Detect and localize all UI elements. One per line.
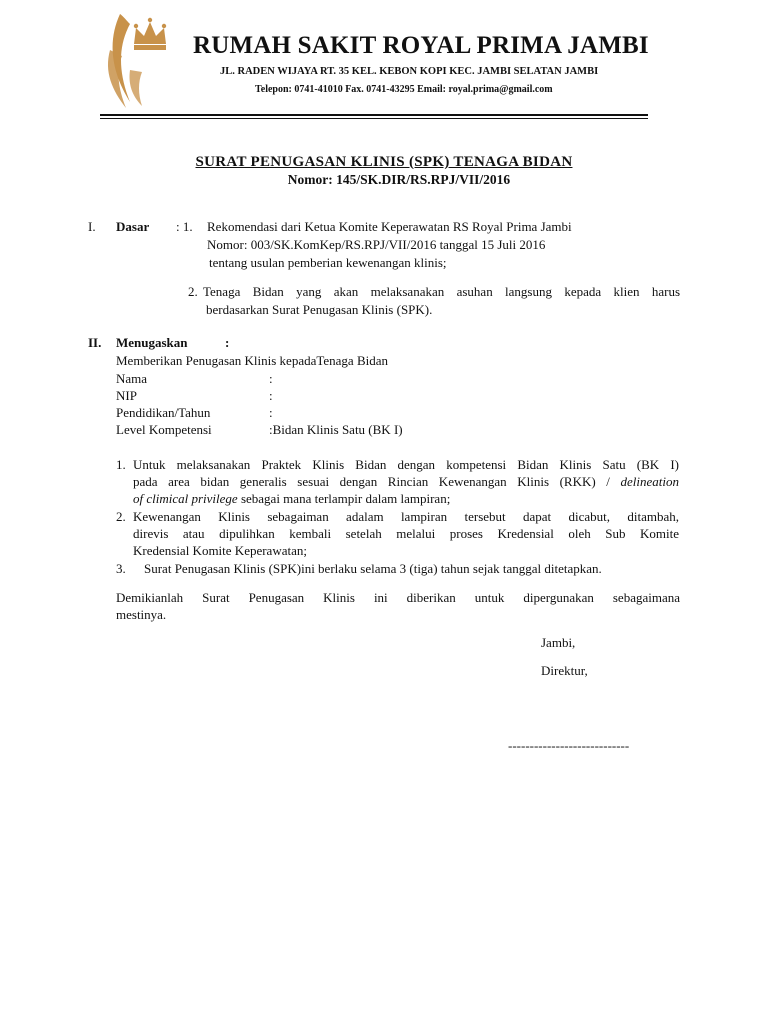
- point2-line2: direvis atau dipulihkan kembali setelah melalui proses Kredensial oleh Sub Komite: [133, 526, 679, 541]
- document-number: Nomor: 145/SK.DIR/RS.RPJ/VII/2016: [287, 172, 511, 187]
- point1-line2-italic: delineation: [620, 474, 679, 489]
- hospital-name: RUMAH SAKIT ROYAL PRIMA JAMBI: [193, 32, 649, 59]
- point1-line2: [133, 473, 679, 490]
- hospital-logo: [100, 10, 192, 112]
- section1-item1-number: : 1.: [176, 219, 193, 234]
- point2-line1: Kewenangan Klinis sebagaiman adalam lampiran tersebut dapat dicabut, ditambah,: [133, 509, 679, 524]
- point1-line1: Untuk melaksanakan Praktek Klinis Bidan dengan kompetensi Bidan Klinis Satu (BK I): [133, 457, 679, 472]
- section1-heading: Dasar: [116, 219, 150, 234]
- section1-item1-line3: tentang usulan pemberian kewenangan klinis;: [209, 255, 447, 270]
- document-title: SURAT PENUGASAN KLINIS (SPK) TENAGA BIDAN: [195, 154, 573, 170]
- closing-line2: mestinya.: [116, 607, 167, 622]
- section1-item1-line2: Nomor: 003/SK.KomKep/RS.RPJ/VII/2016 tanggal 15 Juli 2016: [207, 237, 546, 252]
- section1-item1-line1: Rekomendasi dari Ketua Komite Keperawatan RS Royal Prima Jambi: [207, 219, 572, 234]
- hospital-contact: Telepon: 0741-41010 Fax. 0741-43295 Email: royal.prima@gmail.com: [255, 84, 553, 95]
- closing-line1: Demikianlah Surat Penugasan Klinis ini diberikan untuk dipergunakan sebagaimana: [116, 590, 680, 605]
- field-value-pendidikan: :: [269, 405, 273, 420]
- point1-number: 1.: [116, 457, 126, 472]
- point1-line2-text: pada area bidan generalis sesuai dengan Rincian Kewenangan Klinis (RKK) /: [133, 474, 621, 489]
- section1-item2-line1: Tenaga Bidan yang akan melaksanakan asuhan langsung kepada klien harus: [203, 284, 680, 299]
- point1-line3-italic: of climical privilege: [133, 491, 238, 506]
- section1-numeral: I.: [88, 219, 96, 234]
- section2-colon: :: [225, 335, 230, 350]
- signature-place: Jambi,: [541, 635, 576, 650]
- section2-intro: Memberikan Penugasan Klinis kepadaTenaga Bidan: [116, 353, 389, 368]
- section2-numeral: II.: [88, 335, 102, 350]
- field-label-pendidikan: Pendidikan/Tahun: [116, 405, 211, 420]
- section1-item2-number: 2.: [188, 284, 198, 299]
- field-label-nip: NIP: [116, 388, 137, 403]
- field-label-nama: Nama: [116, 371, 148, 386]
- signature-role: Direktur,: [541, 663, 588, 678]
- signature-line: ----------------------------: [508, 738, 630, 753]
- point2-number: 2.: [116, 509, 126, 524]
- letterhead-divider-thick: [100, 114, 648, 116]
- section2-heading: Menugaskan: [116, 335, 188, 350]
- field-value-nip: :: [269, 388, 273, 403]
- letterhead-divider-thin: [100, 118, 648, 119]
- field-value-level: :Bidan Klinis Satu (BK I): [269, 422, 403, 437]
- section1-item2-line2: berdasarkan Surat Penugasan Klinis (SPK).: [206, 302, 433, 317]
- point1-line3: [133, 490, 450, 507]
- point3-number: 3.: [116, 561, 126, 576]
- point1-line3-text: sebagai mana terlampir dalam lampiran;: [237, 491, 451, 506]
- field-value-nama: :: [269, 371, 273, 386]
- point2-line3: Kredensial Komite Keperawatan;: [133, 543, 307, 558]
- field-label-level: Level Kompetensi: [116, 422, 212, 437]
- point3-line1: Surat Penugasan Klinis (SPK)ini berlaku selama 3 (tiga) tahun sejak tanggal ditetapkan.: [144, 561, 602, 576]
- hospital-address: JL. RADEN WIJAYA RT. 35 KEL. KEBON KOPI KEC. JAMBI SELATAN JAMBI: [220, 66, 599, 77]
